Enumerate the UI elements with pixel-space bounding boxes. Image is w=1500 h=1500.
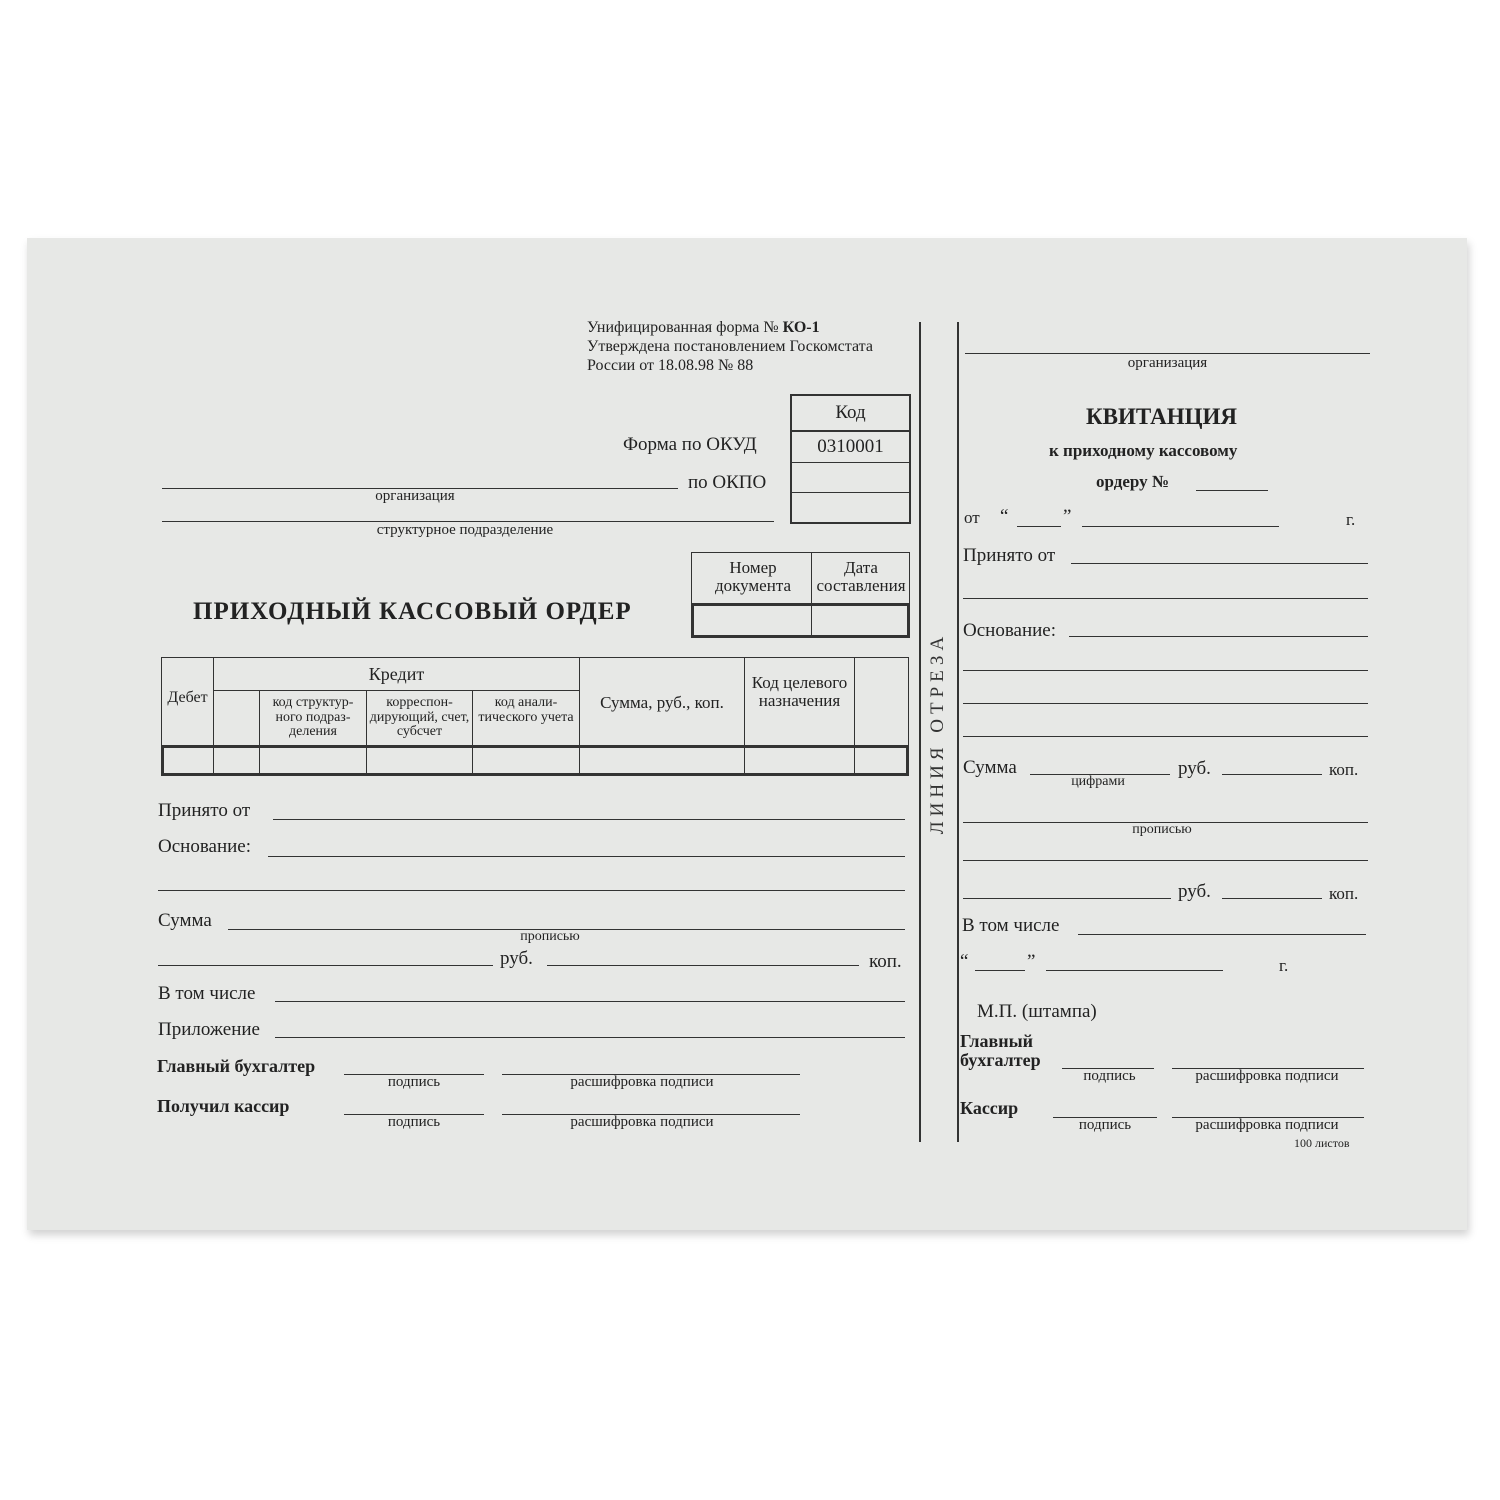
divider [472,748,473,773]
words-caption: прописью [1132,822,1192,837]
main-table-row [161,745,909,776]
receipt-organization-caption: организация [1127,355,1208,371]
divider [213,748,214,773]
basis-field[interactable] [268,856,905,857]
credit-sub1-header: код структур-ного подраз-деления [272,695,354,740]
kop-label: коп. [869,951,902,972]
decoding-caption: расшифровка подписи [1195,1068,1339,1084]
receipt-received-from-line2[interactable] [963,598,1368,599]
receipt-received-from-label: Принято от [963,545,1056,566]
credit-header: Кредит [368,664,425,684]
quote-open: “ [1000,506,1009,527]
receipt-day-field-2[interactable] [975,970,1025,971]
divider [792,492,909,493]
receipt-day-field[interactable] [1017,526,1061,527]
cut-line-left [919,322,921,1142]
decoding-caption: расшифровка подписи [570,1114,714,1130]
digits-caption: цифрами [1071,774,1125,789]
receipt-basis-line4[interactable] [963,736,1368,737]
chief-accountant-label: Главный бухгалтер [157,1056,316,1076]
receipt-kop-field[interactable] [1222,898,1322,899]
form-code: КО-1 [782,319,820,336]
receipt-organization-field[interactable] [965,353,1370,354]
purpose-code-header: Код целевого назначения [751,673,848,710]
receipt-sum-words-line3[interactable] [963,898,1171,899]
receipt-cashier-label: Кассир [960,1098,1019,1118]
receipt-basis-label: Основание: [963,620,1057,641]
credit-sub2-header: корреспон-дирующий, счет, субсчет [369,695,470,740]
decoding-caption: расшифровка подписи [1195,1117,1339,1133]
receipt-date-from: от [964,508,980,527]
receipt-order-number-label: ордеру № [1096,472,1169,491]
receipt-kop-label-2: коп. [1329,884,1359,903]
receipt-sum-words-line2[interactable] [963,860,1368,861]
divider [744,748,745,773]
receipt-title: КВИТАНЦИЯ [1086,404,1237,429]
divider [854,748,855,773]
page-title: ПРИХОДНЫЙ КАССОВЫЙ ОРДЕР [193,598,632,625]
divider [214,690,579,691]
attachment-field[interactable] [275,1037,905,1038]
divider [811,606,812,635]
divider [259,748,260,773]
sum-line2-field[interactable] [158,965,493,966]
decoding-caption: расшифровка подписи [570,1074,714,1090]
codes-header: Код [835,402,866,423]
rub-field[interactable] [547,965,859,966]
received-from-label: Принято от [158,800,251,821]
doc-number-field[interactable] [694,606,811,635]
divider [366,748,367,773]
doc-number-header: Номер документа [714,558,792,595]
quote-open-2: “ [960,951,969,972]
year-label-2: г. [1279,956,1289,975]
divider [792,430,909,432]
signature-caption: подпись [1083,1068,1136,1084]
rub-label: руб. [500,948,533,969]
cashier-label: Получил кассир [157,1096,290,1116]
divider [792,462,909,463]
okud-label: Форма по ОКУД [623,434,757,455]
signature-caption: подпись [387,1114,441,1130]
sum-header: Сумма, руб., коп. [600,693,724,712]
including-field[interactable] [275,1001,905,1002]
form-header-line1: Унифицированная форма № [587,319,783,336]
receipt-kop-digits-field[interactable] [1222,774,1322,775]
receipt-kop-label: коп. [1329,760,1359,779]
doc-date-header: Дата составления [816,558,906,595]
chief-accountant-line1: Главный [960,1031,1034,1051]
credit-sub3-header: код анали-тического учета [478,695,574,725]
okpo-label: по ОКПО [688,472,767,493]
quote-close: ” [1063,506,1072,527]
receipt-including-label: В том числе [962,915,1060,936]
okud-value[interactable]: 0310001 [817,436,884,457]
receipt-order-number-field[interactable] [1196,490,1268,491]
divider [579,748,580,773]
doc-table-values [691,603,910,638]
main-table-header [161,657,909,747]
cut-line-right [957,322,959,1142]
receipt-rub-label: руб. [1178,758,1211,779]
codes-table [790,394,911,524]
sheets-count: 100 листов [1294,1136,1350,1150]
receipt-received-from-field[interactable] [1071,563,1368,564]
sum-words-caption: прописью [520,929,580,944]
attachment-label: Приложение [158,1019,260,1040]
basis-field-line2[interactable] [158,890,905,891]
basis-label: Основание: [158,836,252,857]
form-header [587,318,873,375]
receipt-rub-label-2: руб. [1178,881,1211,902]
stamp-label: М.П. (штампа) [977,1001,1097,1022]
form-header-line2: Утверждена постановлением Госкомстата [587,338,873,355]
receipt-subtitle: к приходному кассовому [1049,441,1238,460]
receipt-chief-accountant-label [960,1032,1041,1070]
receipt-basis-line2[interactable] [963,670,1368,671]
receipt-month-field-2[interactable] [1046,970,1223,971]
subdivision-caption: структурное подразделение [376,522,554,538]
signature-caption: подпись [387,1074,441,1090]
year-label: г. [1346,510,1356,529]
received-from-field[interactable] [273,819,905,820]
receipt-month-field[interactable] [1082,526,1279,527]
form-header-line3: России от 18.08.98 № 88 [587,357,754,374]
organization-caption: организация [375,488,455,504]
debit-header: Дебет [167,689,208,706]
cut-line-label: ЛИНИЯ ОТРЕЗА [927,631,948,835]
divider [854,658,855,748]
sum-label: Сумма [158,910,212,931]
doc-table-header [691,552,910,604]
receipt-basis-line3[interactable] [963,703,1368,704]
doc-date-field[interactable] [813,606,907,635]
quote-close-2: ” [1027,951,1036,972]
receipt-basis-field[interactable] [1069,636,1368,637]
receipt-sum-label: Сумма [963,757,1017,778]
receipt-including-field[interactable] [1078,934,1366,935]
chief-accountant-line2: бухгалтер [960,1050,1041,1070]
signature-caption: подпись [1078,1117,1132,1133]
including-label: В том числе [158,983,256,1004]
